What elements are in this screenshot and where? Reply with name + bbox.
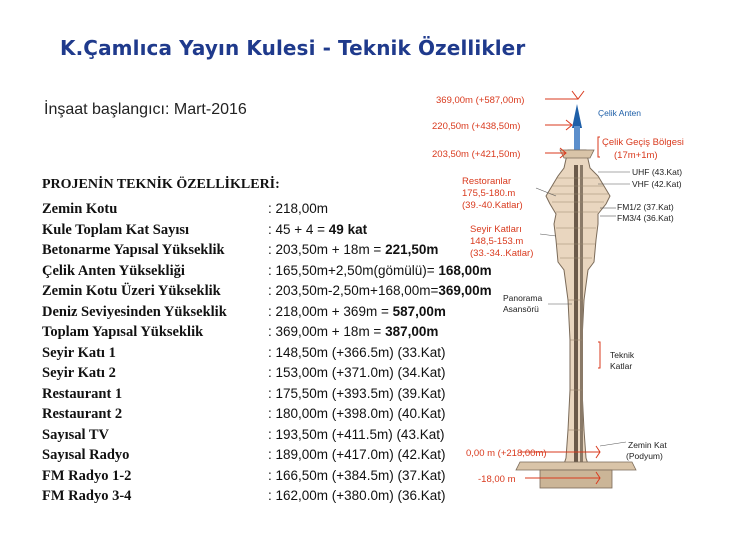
label-transition-2: (17m+1m) — [614, 150, 658, 161]
spec-value-text: : 189,00m (+417.0m) (42.Kat) — [268, 447, 446, 462]
label-antenna: Çelik Anten — [598, 108, 641, 118]
spec-label: Zemin Kotu — [42, 201, 118, 217]
label-ground-1: Zemin Kat — [628, 440, 667, 450]
label-panorama-1: Panorama — [503, 293, 543, 303]
spec-label: Deniz Seviyesinden Yükseklik — [42, 303, 227, 320]
spec-value-text: : 166,50m (+384.5m) (37.Kat) — [268, 467, 446, 483]
label-ground-2: (Podyum) — [626, 451, 663, 461]
spec-label: Zemin Kotu Üzeri Yükseklik — [42, 283, 221, 299]
spec-value-text: : 203,50m-2,50m+168,00m= — [268, 283, 439, 298]
spec-value-text: : 148,50m (+366.5m) (33.Kat) — [268, 344, 446, 360]
spec-label: Kule Toplam Kat Sayısı — [42, 221, 190, 238]
level-top: 369,00m (+587,00m) — [436, 95, 525, 106]
spec-value-text: : 218,00m — [268, 201, 329, 216]
label-restaurants-3: (39.-40.Katlar) — [462, 200, 523, 211]
label-restaurants-2: 175,5-180.m — [462, 188, 516, 199]
spec-label: Seyir Katı 2 — [42, 365, 116, 381]
label-transition-1: Çelik Geçiş Bölgesi — [602, 137, 684, 148]
spec-label: Sayısal TV — [42, 426, 110, 443]
label-fm12: FM1/2 (37.Kat) — [617, 202, 674, 212]
level-basement: -18,00 m — [478, 474, 516, 485]
spec-value-bold: 168,00m — [438, 262, 492, 278]
spec-value-text: : 203,50m + 18m = — [268, 242, 386, 257]
spec-label: Restaurant 1 — [42, 385, 123, 402]
spec-label: Toplam Yapısal Yükseklik — [42, 324, 204, 340]
label-uhf: UHF (43.Kat) — [632, 167, 683, 177]
spec-label: Sayısal Radyo — [42, 447, 130, 463]
spec-value-text: : 180,00m (+398.0m) (40.Kat) — [268, 406, 446, 421]
level-steel-start: 220,50m (+438,50m) — [432, 121, 521, 132]
label-tech-2: Katlar — [610, 361, 633, 371]
label-fm34: FM3/4 (36.Kat) — [617, 213, 674, 223]
spec-value-text: : 165,50m+2,50m(gömülü)= — [268, 262, 439, 278]
spec-value-text: : 45 + 4 = — [268, 221, 329, 237]
spec-label: Restaurant 2 — [42, 406, 123, 422]
spec-label: Seyir Katı 1 — [42, 344, 116, 361]
page-title: K.Çamlıca Yayın Kulesi - Teknik Özellikler — [60, 36, 526, 60]
level-concrete-top: 203,50m (+421,50m) — [432, 149, 521, 160]
spec-value-text: : 175,50m (+393.5m) (39.Kat) — [268, 385, 446, 401]
spec-label: Betonarme Yapısal Yükseklik — [42, 242, 225, 258]
level-ground: 0,00 m (+218,00m) — [466, 448, 547, 459]
spec-value-text: : 162,00m (+380.0m) (36.Kat) — [268, 488, 446, 503]
spec-label: FM Radyo 3-4 — [42, 488, 132, 504]
spec-value-bold: 387,00m — [385, 324, 439, 339]
spec-value-text: : 193,50m (+411.5m) (43.Kat) — [268, 426, 445, 442]
spec-value-text: : 153,00m (+371.0m) (34.Kat) — [268, 365, 446, 380]
label-vhf: VHF (42.Kat) — [632, 179, 682, 189]
spec-value-bold: 587,00m — [392, 303, 446, 319]
label-restaurants-1: Restoranlar — [462, 176, 512, 187]
label-viewing-3: (33.-34..Katlar) — [470, 248, 534, 259]
spec-value-text: : 369,00m + 18m = — [268, 324, 386, 339]
spec-value-bold: 369,00m — [438, 283, 492, 298]
spec-value-bold: 221,50m — [385, 242, 439, 257]
specs-heading: PROJENİN TEKNİK ÖZELLİKLERİ: — [42, 177, 280, 192]
spec-value-text: : 218,00m + 369m = — [268, 303, 393, 319]
label-viewing-2: 148,5-153.m — [470, 236, 524, 247]
spec-value-bold: 49 kat — [328, 221, 368, 237]
spec-label: Çelik Anten Yüksekliği — [42, 262, 185, 279]
label-viewing-1: Seyir Katları — [470, 224, 522, 235]
label-panorama-2: Asansörü — [503, 304, 539, 314]
spec-label: FM Radyo 1-2 — [42, 467, 132, 484]
construction-start: İnşaat başlangıcı: Mart-2016 — [44, 101, 247, 118]
label-tech-1: Teknik — [610, 350, 635, 360]
